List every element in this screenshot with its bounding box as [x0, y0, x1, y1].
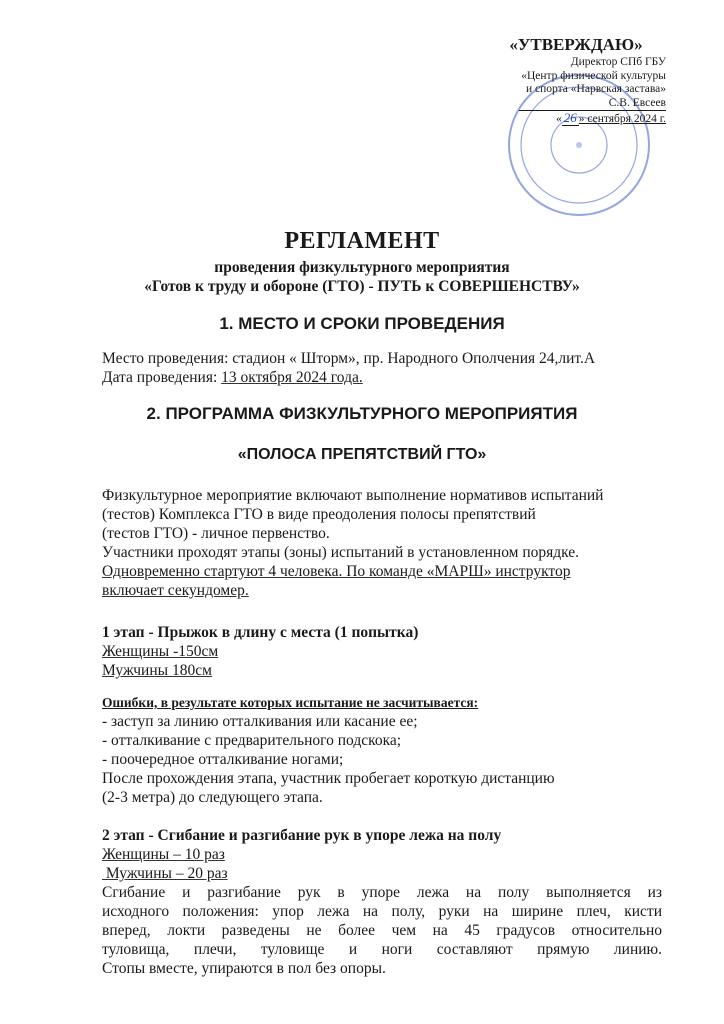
subtitle-line1: проведения физкультурного мероприятия [214, 259, 510, 276]
approval-org-line2: и спорта «Нарвская застава» [526, 83, 666, 95]
stage2-desc2: исходного положения: упор лежа на полу, руки на ширине плеч, кисти [102, 903, 662, 920]
stage2-desc4: туловища, плечи, туловище и ноги составляют прямую линию. [102, 941, 662, 958]
stage1-block [102, 623, 662, 807]
approval-date-rest: » сентября 2024 г. [578, 113, 666, 125]
approval-heading: «УТВЕРЖДАЮ» [509, 35, 643, 54]
stage2-block [102, 826, 662, 978]
approval-org-line1: «Центр физической культуры [521, 69, 666, 82]
stage2-men: Мужчины – 20 раз [102, 865, 228, 882]
date-label: Дата проведения: [102, 369, 222, 386]
date-value: 13 октября 2024 года. [221, 369, 363, 386]
stage2-title: 2 этап - Сгибание и разгибание рук в упоре лежа на полу [102, 827, 502, 844]
stage1-error3: - поочередное отталкивание ногами; [102, 751, 344, 768]
approval-position: Директор СПб ГБУ [570, 56, 666, 68]
stage1-women: Женщины -150см [102, 643, 219, 660]
section2-subheading: «ПОЛОСА ПРЕПЯТСТВИЙ ГТО» [237, 446, 487, 463]
stage1-after1: После прохождения этапа, участник пробегает короткую дистанцию [102, 770, 555, 787]
approval-date [476, 111, 666, 127]
stage1-men: Мужчины 180см [102, 662, 212, 679]
place-label: Место проведения [102, 350, 225, 367]
approval-block [476, 34, 666, 127]
date-line [102, 368, 662, 387]
approval-date-day: 26 [563, 110, 577, 125]
approval-date-open: « [556, 113, 562, 125]
intro-line3: (тестов ГТО) - личное первенство. [102, 525, 330, 542]
section1-body [102, 349, 662, 387]
intro-line1: Физкультурное мероприятие включают выполнение нормативов испытаний [102, 487, 604, 504]
stage2-women: Женщины – 10 раз [102, 846, 225, 863]
approval-signer: С.В. Евсеев [519, 97, 666, 112]
stage2-desc1: Сгибание и разгибание рук в упоре лежа на полу выполняется из [102, 884, 662, 901]
section1-heading: 1. МЕСТО И СРОКИ ПРОВЕДЕНИЯ [219, 314, 505, 333]
intro-line2: (тестов) Комплекса ГТО в виде преодоления полосы препятствий [102, 506, 536, 523]
section2-heading: 2. ПРОГРАММА ФИЗКУЛЬТУРНОГО МЕРОПРИЯТИЯ [146, 404, 578, 423]
stage2-desc3: вперед, локти разведены не более чем на 45 градусов относительно [102, 922, 662, 939]
document-title: РЕГЛАМЕНТ [284, 228, 440, 254]
stage1-title: 1 этап - Прыжок в длину с места (1 попытка) [102, 624, 419, 641]
stage2-desc5: Стопы вместе, упираются в пол без опоры. [102, 960, 386, 977]
stage1-error1: - заступ за линию отталкивания или касание ее; [102, 713, 418, 730]
subtitle-line2: «Готов к труду и обороне (ГТО) - ПУТЬ к СОВЕРШЕНСТВУ» [144, 278, 580, 295]
section2-intro [102, 486, 662, 600]
place-line [102, 349, 662, 368]
intro-line5: Одновременно стартуют 4 человека. По команде «МАРШ» инструктор [102, 563, 571, 580]
intro-line4: Участники проходят этапы (зоны) испытаний в установленном порядке. [102, 544, 580, 561]
intro-line6: включает секундомер. [102, 582, 249, 599]
stage1-error2: - отталкивание с предварительного подскока; [102, 732, 402, 749]
stage1-errors-title: Ошибки, в результате которых испытание не засчитывается: [102, 695, 479, 710]
place-value: : стадион « Шторм», пр. Народного Ополчения 24,лит.А [224, 350, 596, 367]
stage1-after2: (2-3 метра) до следующего этапа. [102, 789, 323, 806]
